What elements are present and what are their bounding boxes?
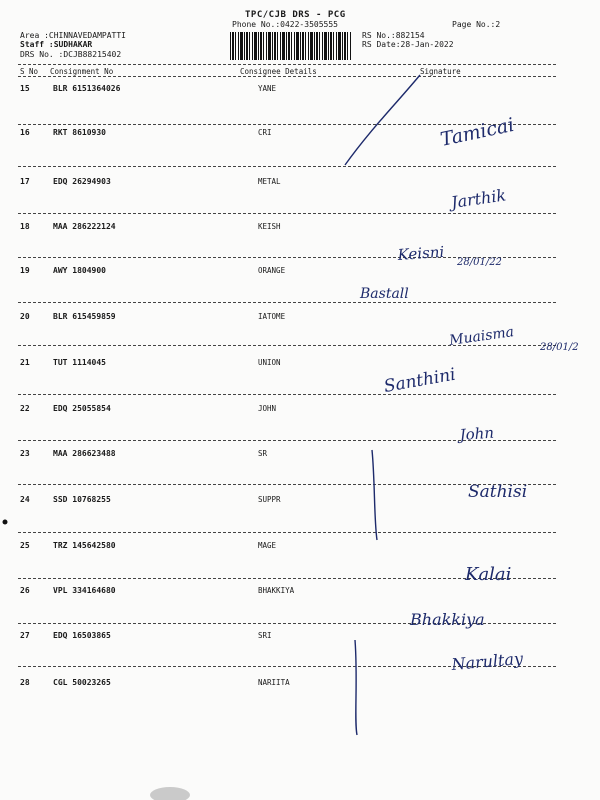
signature-date: 28/01/2 (540, 342, 579, 353)
rs-date: RS Date:28-Jan-2022 (362, 40, 454, 49)
col-header-signature: Signature (420, 67, 461, 76)
signature: Jarthik (449, 185, 508, 212)
row-sno: 23 (20, 449, 30, 458)
area-field: Area :CHINNAVEDAMPATTI (20, 31, 126, 40)
row-consignee: SUPPR (258, 495, 281, 504)
signature: John (459, 423, 495, 444)
row-consignment: CGL 50023265 (53, 678, 111, 687)
row-consignee: IATOME (258, 312, 286, 321)
row-consignee: ORANGE (258, 266, 286, 275)
row-sno: 28 (20, 678, 30, 687)
row-consignment: EDQ 25055854 (53, 404, 111, 413)
signature: Bastall (360, 286, 409, 302)
row-consignment: EDQ 26294903 (53, 177, 111, 186)
signature-stroke (345, 75, 420, 165)
signature: Bhakkiya (410, 610, 485, 629)
row-sno: 16 (20, 128, 30, 137)
row-sno: 15 (20, 84, 30, 93)
row-consignee: SRI (258, 631, 272, 640)
row-consignment: MAA 286623488 (53, 449, 116, 458)
row-consignment: VPL 334164680 (53, 586, 116, 595)
col-header-sno: S No (20, 67, 39, 76)
col-header-consignee: Consignee Details (240, 67, 317, 76)
smudge-mark (150, 787, 190, 800)
row-consignee: MAGE (258, 541, 277, 550)
report-title: TPC/CJB DRS - PCG (245, 10, 346, 20)
page-number: Page No.:2 (452, 20, 501, 29)
row-sno: 22 (20, 404, 30, 413)
row-consignment: BLR 6151364026 (53, 84, 121, 93)
signature: Narultay (450, 648, 524, 674)
row-consignee: UNION (258, 358, 281, 367)
row-sno: 20 (20, 312, 30, 321)
row-consignment: MAA 286222124 (53, 222, 116, 231)
row-consignee: BHAKKIYA (258, 586, 295, 595)
signature-stroke (372, 450, 377, 540)
signature: Santhini (382, 364, 458, 397)
row-sno: 17 (20, 177, 30, 186)
row-consignment: SSD 10768255 (53, 495, 111, 504)
row-sno: 24 (20, 495, 30, 504)
signature: Tamicai (438, 113, 517, 151)
rs-number: RS No.:882154 (362, 31, 425, 40)
drs-number: DRS No. :DCJB88215402 (20, 50, 122, 59)
signature: Keisni (397, 242, 445, 264)
signature: Kalai (465, 564, 512, 585)
row-consignee: YANE (258, 84, 277, 93)
row-sno: 19 (20, 266, 30, 275)
row-sno: 26 (20, 586, 30, 595)
row-consignee: JOHN (258, 404, 277, 413)
row-sno: 25 (20, 541, 30, 550)
row-consignee: SR (258, 449, 268, 458)
row-consignment: AWY 1804900 (53, 266, 106, 275)
signature: Muaisma (448, 324, 515, 349)
row-consignment: EDQ 16503865 (53, 631, 111, 640)
row-consignment: TRZ 145642580 (53, 541, 116, 550)
row-sno: 27 (20, 631, 30, 640)
row-consignee: CRI (258, 128, 272, 137)
row-consignment: BLR 615459859 (53, 312, 116, 321)
row-consignment: TUT 1114045 (53, 358, 106, 367)
row-consignee: METAL (258, 177, 281, 186)
row-sno: 21 (20, 358, 30, 367)
row-consignment: RKT 8610930 (53, 128, 106, 137)
col-header-consignment: Consignment No (50, 67, 114, 76)
signature-stroke (355, 640, 357, 735)
row-consignee: NARIITA (258, 678, 290, 687)
binding-hole-mark (3, 520, 8, 525)
row-consignee: KEISH (258, 222, 281, 231)
row-sno: 18 (20, 222, 30, 231)
signature: Sathisi (468, 482, 528, 502)
phone-number: Phone No.:0422-3505555 (232, 20, 338, 29)
signature-date: 28/01/22 (457, 257, 502, 268)
staff-field: Staff :SUDHAKAR (20, 40, 93, 49)
